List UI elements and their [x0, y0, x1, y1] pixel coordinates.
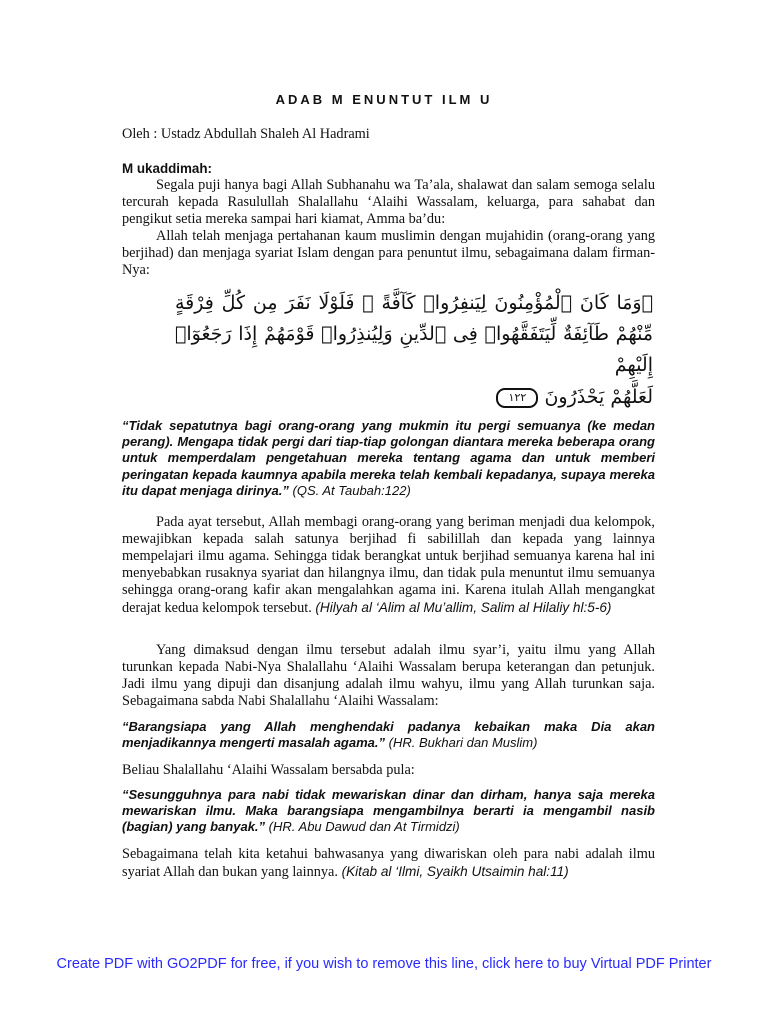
quote-block-1 [122, 418, 655, 499]
intro-section [122, 160, 655, 279]
arabic-verse: ۞وَمَا كَانَ ٱلْمُؤْمِنُونَ لِيَنفِرُوا۟ كَآفَّةً ۚ فَلَوْلَا نَفَرَ مِن كُلِّ فِرْقَةٍ مِّنْهُمْ طَآئِفَةٌ لِّيَتَفَقَّهُوا۟ فِى ٱلدِّينِ وَلِيُنذِرُوا۟ قَوْمَهُمْ إِذَا رَجَعُوٓا۟ إِلَيْهِمْ [175, 292, 653, 376]
paragraph-3-reference: (Hilyah al ‘Alim al Mu’allim, Salim al Hilaliy hl:5-6) [315, 600, 612, 615]
intro-paragraph-1: Segala puji hanya bagi Allah Subhanahu wa Ta’ala, shalawat dan salam semoga selalu tercurah kepada Rasulullah Shalallahu ‘Alaihi Wassalam, keluarga, para sahabat dan pengikut setia mereka sampai hari kiamat, Amma ba’du: [122, 177, 655, 227]
paragraph-5-text: Beliau Shalallahu ‘Alaihi Wassalam bersabda pula: [122, 762, 415, 778]
quote-block-2 [122, 719, 655, 751]
hadith-quote-1-source: (HR. Bukhari dan Muslim) [388, 735, 538, 751]
go2pdf-footer-link[interactable]: Create PDF with GO2PDF for free, if you wish to remove this line, click here to buy Virtual PDF Printer [56, 956, 712, 972]
body-paragraph-3 [122, 514, 655, 617]
author-text: Oleh : Ustadz Abdullah Shaleh Al Hadrami [122, 126, 370, 142]
hadith-quote-2: “Sesungguhnya para nabi tidak mewariskan dinar dan dirham, hanya saja mereka mewariskan ilmu. Maka barangsiapa mengambilnya berarti ia mengambil nasib (bagian) yang banyak.” [122, 787, 655, 835]
body-paragraph-6 [122, 846, 655, 881]
paragraph-3-text: Pada ayat tersebut, Allah membagi orang-orang yang beriman menjadi dua kelompok, mewajibkan kepada salah satunya berjihad fi sabilillah dan kepada yang lainnya mempelajari ilmu agama. Sehingga tidak berangkat untuk berjihad semuanya karena hal ini menyebabkan rusaknya syariat dan hilangnya ilmu, dan tidak pula menuntut ilmu semuanya sehingga orang-orang kafir akan mengalahkan agama ini. Karena itulah Allah mengangkat derajat kedua kelompok tersebut. [122, 514, 655, 616]
author-line [122, 126, 655, 143]
quote-1-text: “Tidak sepatutnya bagi orang-orang yang mukmin itu pergi semuanya (ke medan perang). Mengapa tidak pergi dari tiap-tiap golongan diantara mereka beberapa orang untuk memperdalam pengetahuan mereka tentang agama dan untuk memberi peringatan kepada kaumnya apabila mereka telah kembali kepadanya, supaya mereka itu dapat menjaga dirinya.” [122, 418, 655, 498]
document-title: ADAB M ENUNTUT ILM U [275, 92, 493, 107]
paragraph-4-text: Yang dimaksud dengan ilmu tersebut adalah ilmu syar’i, yaitu ilmu yang Allah turunkan kepada Nabi-Nya Shalallahu ‘Alaihi Wassalam berupa keterangan dan petunjuk. Jadi ilmu yang dipuji dan disanjung adalah ilmu wahyu, ilmu yang Allah turunkan saja. Sebagaimana sabda Nabi Shalallahu ‘Alaihi Wassalam: [122, 642, 655, 709]
quran-translation-quote [122, 418, 655, 499]
section-heading: M ukaddimah: [122, 161, 213, 176]
body-paragraph-5 [122, 762, 655, 779]
arabic-verse-end-text: لَعَلَّهُمْ يَحْذَرُونَ [544, 386, 653, 408]
ayah-number-badge: ١٢٢ [496, 388, 538, 408]
body-paragraph-4 [122, 642, 655, 710]
arabic-verse-ending [430, 386, 653, 408]
paragraph-6-reference: (Kitab al ‘Ilmi, Syaikh Utsaimin hal:11) [341, 864, 569, 879]
hadith-quote-1: “Barangsiapa yang Allah menghendaki padanya kebaikan maka Dia akan menjadikannya mengerti masalah agama.” [122, 719, 655, 751]
quote-block-3 [122, 787, 655, 836]
paragraph-6-text: Sebagaimana telah kita ketahui bahwasanya yang diwariskan oleh para nabi adalah ilmu syariat Allah dan bukan yang lainnya. [122, 846, 655, 880]
intro-paragraph-2: Allah telah menjaga pertahanan kaum muslimin dengan mujahidin (orang-orang yang berjihad) dan menjaga syariat Islam dengan para penuntut ilmu, sebagaimana dalam firman-Nya: [122, 228, 655, 278]
hadith-quote-2-source: (HR. Abu Dawud dan At Tirmidzi) [268, 819, 460, 835]
quote-1-source: (QS. At Taubah:122) [292, 482, 411, 498]
